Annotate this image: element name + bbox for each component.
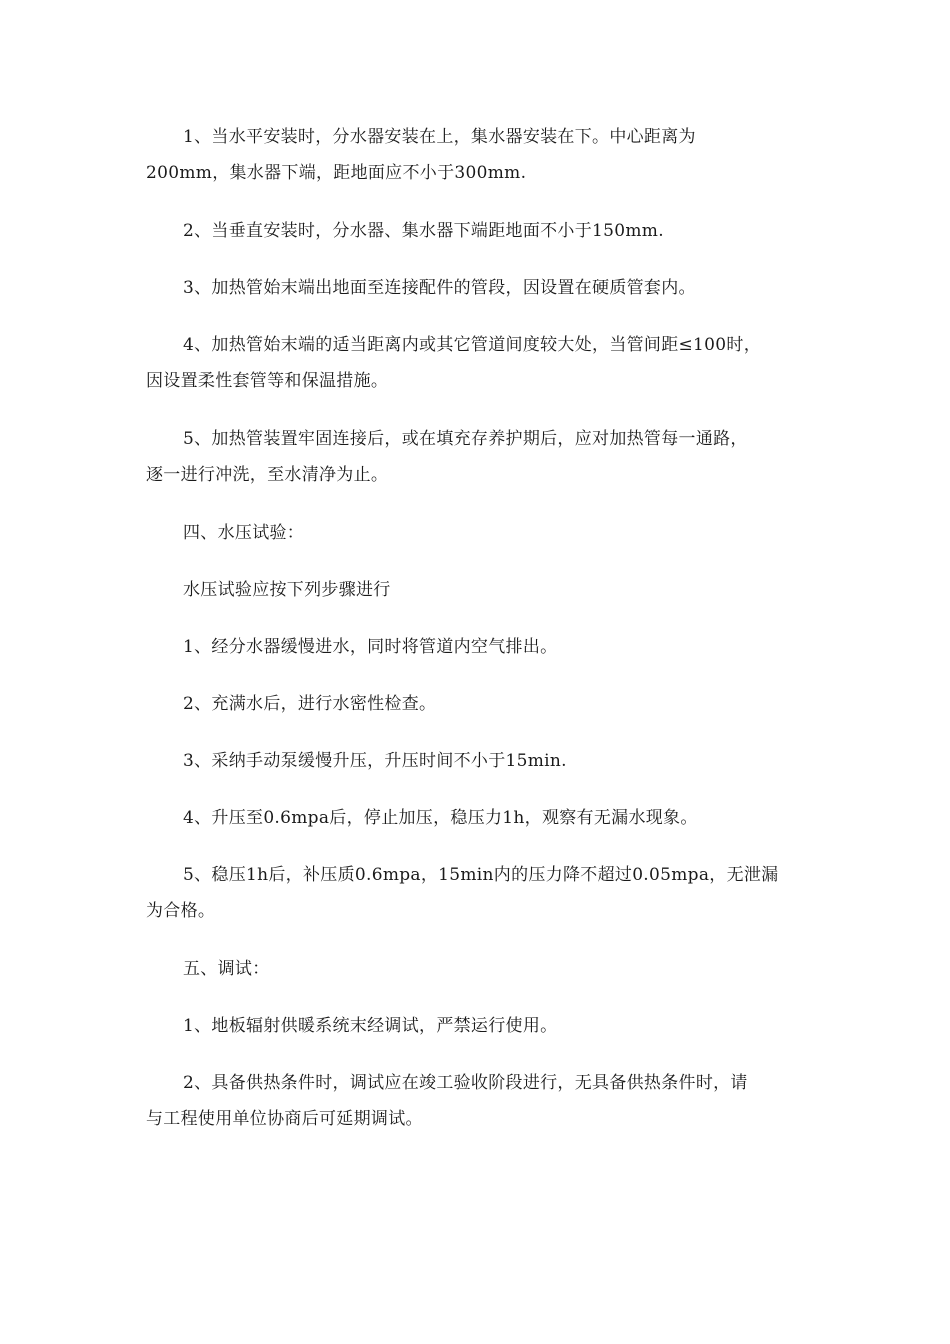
text-line: 因设置柔性套管等和保温措施。 (146, 371, 389, 391)
text-line: 五、调试： (183, 959, 270, 979)
paragraph-step-2 (146, 686, 814, 722)
text-line: 1、地板辐射供暖系统末经调试，严禁运行使用。 (183, 1016, 558, 1036)
text-line: 1、当水平安装时，分水器安装在上，集水器安装在下。中心距离为 (183, 127, 696, 147)
text-line: 1、经分水器缓慢进水，同时将管道内空气排出。 (183, 637, 558, 657)
paragraph-step-3 (146, 743, 814, 779)
paragraph-manifold-vertical (146, 213, 814, 249)
paragraph-flushing (146, 421, 814, 493)
text-line: 5、稳压1h后，补压质0.6mpa，15min内的压力降不超过0.05mpa，无泄漏 (183, 865, 779, 885)
text-line: 水压试验应按下列步骤进行 (183, 580, 391, 600)
text-line: 逐一进行冲洗，至水清净为止。 (146, 465, 389, 485)
section-heading-pressure-test (146, 515, 814, 551)
paragraph-commissioning-2 (146, 1065, 814, 1137)
paragraph-flexible-sleeve (146, 327, 814, 399)
paragraph-commissioning-1 (146, 1008, 814, 1044)
text-line: 200mm，集水器下端，距地面应不小于300mm. (146, 163, 527, 183)
text-line: 为合格。 (146, 901, 216, 921)
paragraph-pressure-test-intro (146, 572, 814, 608)
paragraph-manifold-horizontal (146, 119, 814, 191)
text-line: 与工程使用单位协商后可延期调试。 (146, 1109, 423, 1129)
paragraph-pipe-sleeve (146, 270, 814, 306)
text-line: 4、加热管始末端的适当距离内或其它管道间度较大处，当管间距≤100时， (183, 335, 762, 355)
text-line: 四、水压试验： (183, 523, 305, 543)
text-line: 2、具备供热条件时，调试应在竣工验收阶段进行，无具备供热条件时，请 (183, 1073, 748, 1093)
paragraph-step-4 (146, 800, 814, 836)
text-line: 5、加热管装置牢固连接后，或在填充存养护期后，应对加热管每一通路， (183, 429, 748, 449)
text-line: 2、充满水后，进行水密性检查。 (183, 694, 437, 714)
text-line: 2、当垂直安装时，分水器、集水器下端距地面不小于150mm. (183, 221, 664, 241)
text-line: 4、升压至0.6mpa后，停止加压，稳压力1h，观察有无漏水现象。 (183, 808, 698, 828)
text-line: 3、采纳手动泵缓慢升压，升压时间不小于15min. (183, 751, 567, 771)
paragraph-step-5 (146, 857, 814, 929)
text-line: 3、加热管始末端出地面至连接配件的管段，因设置在硬质管套内。 (183, 278, 696, 298)
section-heading-commissioning (146, 951, 814, 987)
paragraph-step-1 (146, 629, 814, 665)
